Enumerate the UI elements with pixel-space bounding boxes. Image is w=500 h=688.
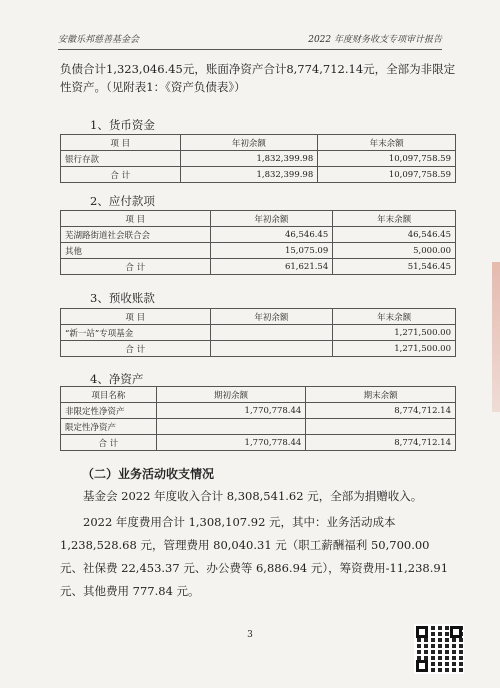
- section-title-4: 4、净资产: [90, 372, 144, 386]
- subheading: （二）业务活动收支情况: [82, 467, 215, 481]
- row-value: [306, 419, 456, 435]
- row-value: 8,774,712.14: [306, 403, 456, 419]
- table-row: [61, 151, 456, 167]
- header-cell: 年末余额: [333, 211, 456, 227]
- row-label: 非限定性净资产: [61, 403, 157, 419]
- header-cell: 年末余额: [318, 135, 456, 151]
- header-cell: 年初余额: [210, 211, 333, 227]
- table-header-row: [61, 211, 456, 227]
- row-label: 银行存款: [61, 151, 181, 167]
- header-cell: 年末余额: [333, 309, 456, 325]
- row-value: 1,832,399.98: [180, 151, 318, 167]
- table-row: [61, 243, 456, 259]
- row-label: 合 计: [61, 341, 211, 357]
- table-payables: [60, 210, 456, 275]
- table-row: [61, 259, 456, 275]
- seal-stamp-icon: [492, 262, 500, 412]
- header-cell: 年初余额: [210, 309, 333, 325]
- table-row: [61, 341, 456, 357]
- row-label: 合 计: [61, 167, 181, 183]
- row-value: 8,774,712.14: [306, 435, 456, 451]
- section-title-3: 3、预收账款: [90, 291, 155, 305]
- table-row: [61, 435, 456, 451]
- row-value: 1,770,778.44: [156, 403, 306, 419]
- table-net-assets: [60, 386, 456, 451]
- table-row: [61, 167, 456, 183]
- header-cell: 项目名称: [61, 387, 157, 403]
- row-value: 46,546.45: [210, 227, 333, 243]
- header-cell: 年初余额: [180, 135, 318, 151]
- page-number: 3: [247, 630, 253, 640]
- row-label: 其他: [61, 243, 211, 259]
- row-value: 5,000.00: [333, 243, 456, 259]
- row-value: 46,546.45: [333, 227, 456, 243]
- table-row: [61, 403, 456, 419]
- header-cell: 项 目: [61, 309, 211, 325]
- row-value: [210, 341, 333, 357]
- row-value: 1,770,778.44: [156, 435, 306, 451]
- row-value: 1,271,500.00: [333, 341, 456, 357]
- row-value: 61,621.54: [210, 259, 333, 275]
- row-value: 10,097,758.59: [318, 167, 456, 183]
- table-advances: [60, 308, 456, 357]
- expense-paragraph: 2022 年度费用合计 1,308,107.92 元，其中：业务活动成本 1,238,528.68 元，管理费用 80,040.31 元（职工薪酬福利 50,700.00 元、社保费 22,453.37 元、办公费等 6,886.94 元），筹资费用-11,238.91 元、其他费用 777.84 元。: [60, 515, 449, 598]
- table-row: [61, 227, 456, 243]
- section-title-2: 2、应付款项: [90, 194, 155, 208]
- row-value: 1,271,500.00: [333, 325, 456, 341]
- row-label: 限定性净资产: [61, 419, 157, 435]
- header-org: 安徽乐邦慈善基金会: [58, 35, 140, 45]
- row-label: 合 计: [61, 259, 211, 275]
- header-cell: 期初余额: [156, 387, 306, 403]
- header-cell: 期末余额: [306, 387, 456, 403]
- table-header-row: [61, 309, 456, 325]
- row-label: “新一站”专项基金: [61, 325, 211, 341]
- row-value: 51,546.45: [333, 259, 456, 275]
- row-value: 1,832,399.98: [180, 167, 318, 183]
- row-label: 芜湖路街道社会联合会: [61, 227, 211, 243]
- header-title: 2022 年度财务收支专项审计报告: [308, 35, 442, 45]
- table-header-row: [61, 135, 456, 151]
- table-header-row: [61, 387, 456, 403]
- intro-paragraph: 负债合计1,323,046.45元，账面净资产合计8,774,712.14元，全部为非限定性资产。（见附表1：《资产负债表》）: [60, 62, 456, 94]
- header-cell: 项 目: [61, 211, 211, 227]
- table-cash: [60, 134, 456, 183]
- row-value: [210, 325, 333, 341]
- row-value: 15,075.09: [210, 243, 333, 259]
- table-row: [61, 419, 456, 435]
- qr-code-icon: [414, 624, 464, 674]
- income-paragraph: 基金会 2022 年度收入合计 8,308,541.62 元，全部为捐赠收入。: [83, 489, 423, 503]
- row-value: 10,097,758.59: [318, 151, 456, 167]
- row-value: [156, 419, 306, 435]
- row-label: 合 计: [61, 435, 157, 451]
- header-divider: [58, 49, 442, 50]
- section-title-1: 1、货币资金: [90, 118, 155, 132]
- table-row: [61, 325, 456, 341]
- header-cell: 项 目: [61, 135, 181, 151]
